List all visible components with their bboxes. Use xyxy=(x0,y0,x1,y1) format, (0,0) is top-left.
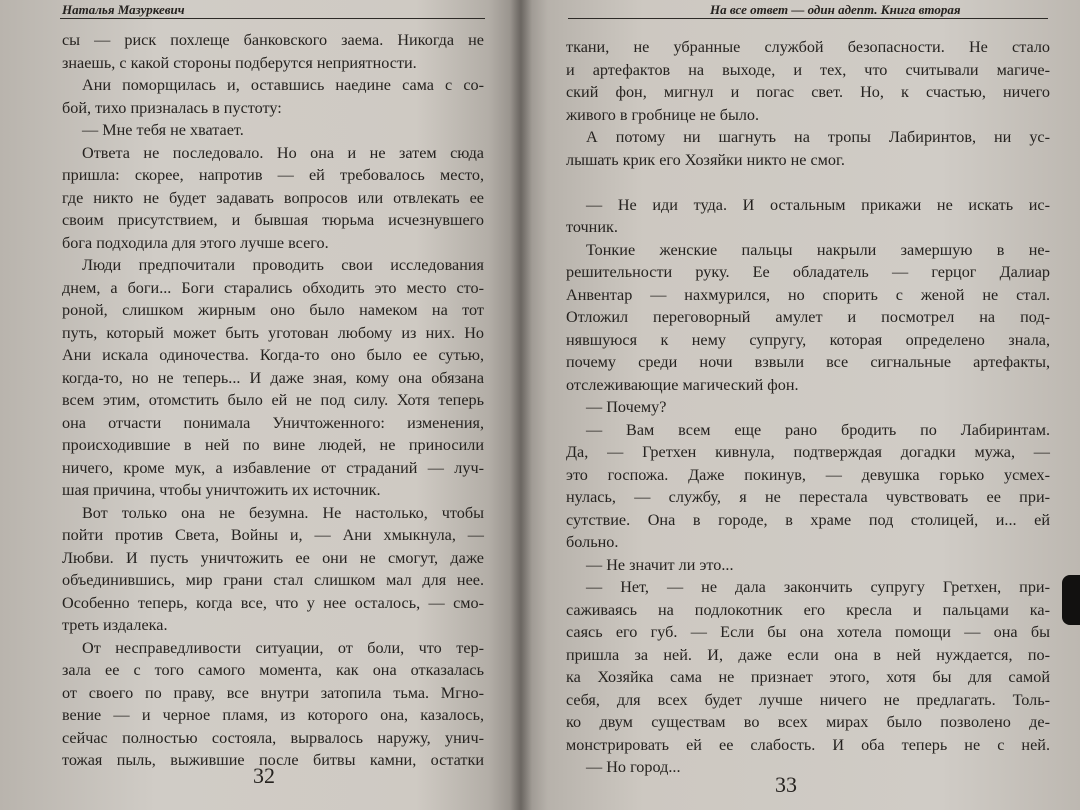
text-line: саживаясь на подлокотник его кресла и пальцами ка- xyxy=(566,600,1050,619)
text-line: себя, для всех будет лучше ничего не предлагать. Толь- xyxy=(566,690,1050,709)
left-page-number: 32 xyxy=(253,763,275,788)
text-line: роной, слишком жирным оно было намеком на тот xyxy=(62,301,484,319)
text-line: ничего, кроме мук, а избавление от страданий — луч- xyxy=(62,458,484,477)
text-line: и артефактов на выходе, и тех, что считывали магиче- xyxy=(566,60,1050,79)
text-line: пойти против Света, Войны и, — Ани хмыкнула, — xyxy=(62,526,484,544)
right-running-header: На все ответ — один адепт. Книга вторая xyxy=(710,2,961,17)
text-line: Тонкие женские пальцы накрыли замершую в не- xyxy=(586,240,1050,259)
text-line: нявшуюся к нему супругу, которая определено знала, xyxy=(566,330,1050,349)
text-line: ко двум существам во всех мирах было позволено де- xyxy=(566,713,1050,731)
text-line: нулась, — службу, я не перестала чувствовать ее при- xyxy=(566,488,1050,506)
text-line: — Нет, — не дала закончить супругу Гретхен, при- xyxy=(586,578,1050,596)
text-line: бога подходила для этого лучше всего. xyxy=(62,233,329,252)
book-gutter xyxy=(510,0,532,810)
text-line: монстрировать ей ее слабость. И оба теперь не с ней. xyxy=(566,735,1050,754)
text-line: всем этим, отомстить было ей не под силу. Хотя теперь xyxy=(62,391,484,409)
text-line: объединившись, мир грани стал слишком мал для нее. xyxy=(62,571,484,589)
left-page xyxy=(0,0,520,810)
text-line: сы — риск похлеще банковского заема. Никогда не xyxy=(62,31,484,49)
text-line: сейчас полностью состояла, вырвалось наружу, унич- xyxy=(62,728,484,747)
text-line: пришла за ней. И, даже если она в ней нуждается, по- xyxy=(566,645,1050,664)
text-line: — Почему? xyxy=(586,398,667,416)
text-line: где никто не будет задавать вопросов или отвлекать ее xyxy=(62,188,484,207)
text-line: — Мне тебя не хватает. xyxy=(82,121,244,139)
left-header-rule xyxy=(60,18,485,19)
text-line: бой, тихо призналась в пустоту: xyxy=(62,98,282,117)
right-header-rule xyxy=(568,18,1048,19)
text-line: саясь его губ. — Если бы она хотела помощи — она бы xyxy=(566,623,1050,641)
text-line: шая причина, чтобы уничтожить их источник. xyxy=(62,481,381,499)
text-line: Анвентар — нахмурился, но спорить с женой не стал. xyxy=(566,285,1050,304)
text-line: тожая пыль, выжившие после битвы камни, остатки xyxy=(62,751,484,769)
text-line: она отчасти понимала Уничтоженного: изменения, xyxy=(62,413,484,432)
text-line: лышать крик его Хозяйки никто не смог. xyxy=(566,150,845,169)
text-line: А потому ни шагнуть на тропы Лабиринтов, ни ус- xyxy=(586,128,1050,146)
text-line: ский фон, мигнул и погас свет. Но, к счастью, ничего xyxy=(566,83,1050,101)
text-line: Ани поморщилась и, оставшись наедине сама с со- xyxy=(82,76,484,94)
text-line: Вот только она не безумна. Не настолько, чтобы xyxy=(82,503,484,522)
text-line: От несправедливости ситуации, от боли, что тер- xyxy=(82,638,484,657)
text-line: отслеживающие магический фон. xyxy=(566,375,799,394)
text-line: знаешь, с какой стороны подберутся неприятности. xyxy=(62,53,417,72)
text-line: днем, а боги... Боги старались обходить это место сто- xyxy=(62,278,484,297)
text-line: Особенно теперь, когда все, что у нее осталось, — смо- xyxy=(62,593,484,612)
text-line: Ответа не последовало. Но она и не затем сюда xyxy=(82,143,484,162)
text-line: Любви. И пусть уничтожить ее они не смогут, даже xyxy=(62,548,484,567)
text-line: зала ее с того самого момента, как она отказалась xyxy=(62,661,484,679)
text-line: треть издалека. xyxy=(62,616,168,634)
text-line: Да, — Гретхен кивнула, подтверждая догадки мужа, — xyxy=(566,443,1050,461)
right-page-number: 33 xyxy=(775,772,797,797)
text-line: решительности руку. Ее обладатель — герцог Далиар xyxy=(566,263,1050,281)
text-line: — Но город... xyxy=(586,758,681,776)
text-line: почему среди ночи взвыли все сигнальные артефакты, xyxy=(566,353,1050,371)
text-line: точник. xyxy=(566,218,618,236)
text-line: происходившие в ней по вине людей, не приносили xyxy=(62,436,484,454)
text-line: путь, который может быть уготован любому из них. Но xyxy=(62,323,484,342)
text-line: от своего по праву, все внутри затопила тьма. Мгно- xyxy=(62,683,484,702)
text-line: Ани искала одиночества. Когда-то оно было ее сутью, xyxy=(62,346,484,364)
text-line: ка Хозяйка сама не признает этого, хотя бы для самой xyxy=(566,668,1050,686)
text-line: ткани, не убранные службой безопасности. Не стало xyxy=(566,38,1050,56)
text-line: пришла: скорее, напротив — ей требовалось место, xyxy=(62,166,484,184)
text-line: сутствие. Она в городе, в храме под столицей, и... ей xyxy=(566,510,1050,529)
text-line: Люди предпочитали проводить свои исследования xyxy=(82,256,484,274)
text-line: живого в гробнице не было. xyxy=(566,105,760,124)
text-line: вение — и черное пламя, из которого она, казалось, xyxy=(62,706,484,724)
text-line: когда-то, но не теперь... И даже зная, кому она обязана xyxy=(62,368,484,387)
right-page xyxy=(520,0,1080,810)
page-clip xyxy=(1062,575,1080,625)
text-line: Отложил переговорный амулет и посмотрел на под- xyxy=(566,308,1050,326)
left-running-header: Наталья Мазуркевич xyxy=(62,2,185,17)
text-line: — Не иди туда. И остальным прикажи не искать ис- xyxy=(586,195,1050,214)
text-line: это госпожа. Даже покинув, — девушка горько усмех- xyxy=(566,465,1050,484)
text-line: своим присутствием, и бывшая тюрьма исчезнувшего xyxy=(62,211,484,229)
text-line: — Не значит ли это... xyxy=(586,555,734,574)
text-line: — Вам всем еще рано бродить по Лабиринтам. xyxy=(586,420,1050,439)
text-line: больно. xyxy=(566,533,619,551)
